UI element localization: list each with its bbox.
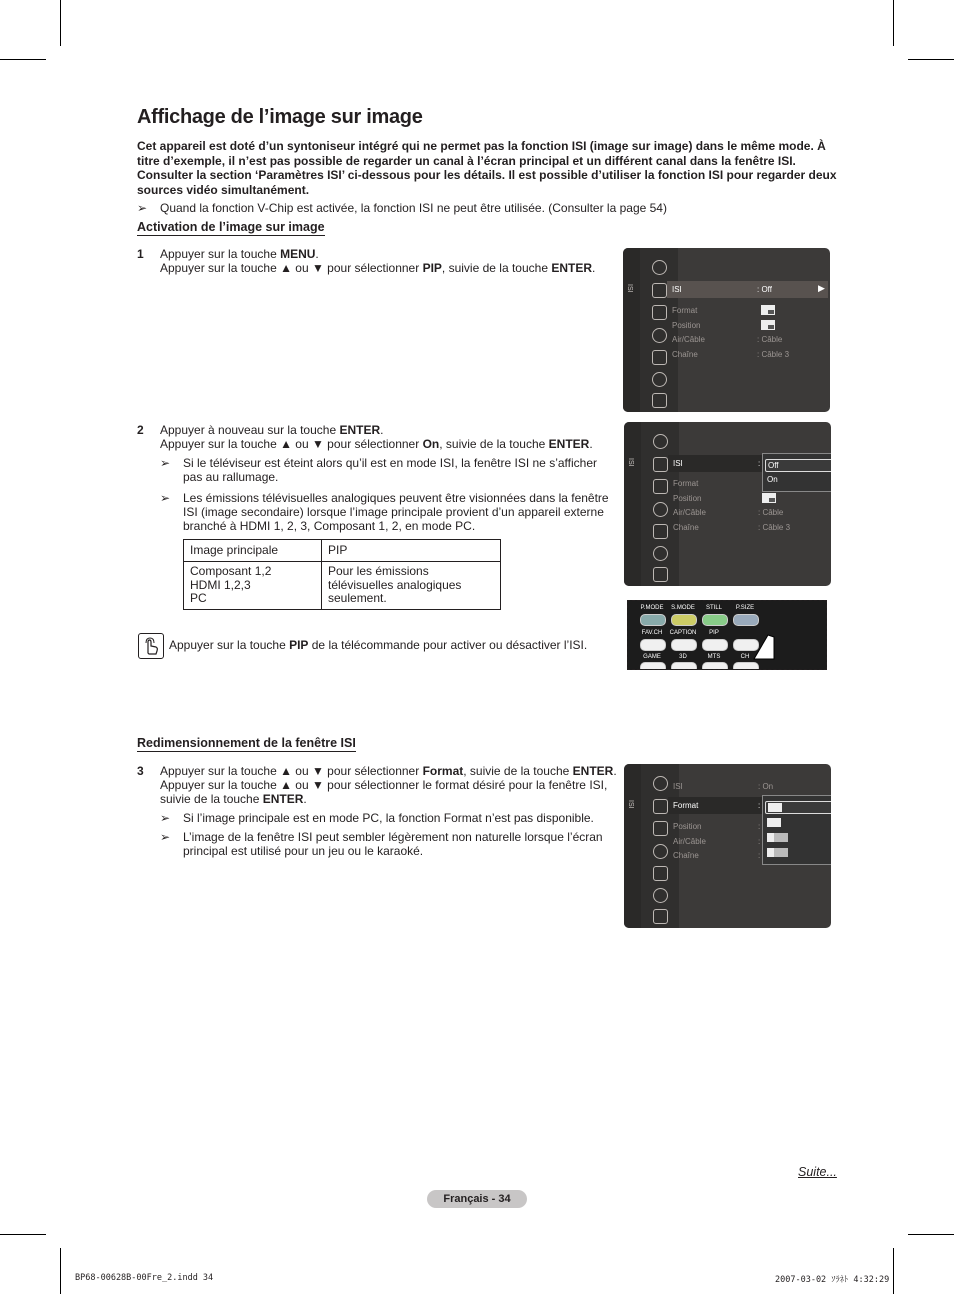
menu-item-value: : Câble [758, 508, 784, 517]
option-format-small[interactable] [765, 817, 831, 828]
p-size-button[interactable] [733, 614, 759, 626]
pip-tip [169, 638, 587, 652]
format-double-icon [767, 848, 788, 857]
3d-button[interactable] [671, 662, 697, 670]
key-enter: ENTER [551, 261, 592, 276]
caption-button[interactable] [671, 639, 697, 651]
key-enter: ENTER [262, 792, 304, 807]
key-enter: ENTER [548, 437, 590, 452]
key-enter: ENTER [572, 764, 614, 778]
note-standby [160, 456, 615, 484]
key-pip: PIP [422, 261, 442, 276]
format-thumbnail-icon [761, 305, 775, 315]
setup-menu-icon [653, 821, 668, 836]
option-format-split[interactable] [765, 832, 831, 843]
remote-label: GAME [643, 654, 661, 660]
isi-option-popup [762, 453, 831, 492]
tv-menu-pip-off [623, 248, 830, 412]
tip-text: Appuyer sur la touche [169, 638, 290, 652]
position-thumbnail-icon [762, 493, 776, 503]
table-header-cell: Image principale [184, 540, 322, 562]
step-number: 2 [137, 423, 144, 437]
input-menu-icon [653, 909, 668, 924]
menu-item-value: : Off [757, 285, 772, 294]
right-arrow-icon: ▶ [818, 283, 825, 293]
note-arrow-icon: ➢ [160, 811, 171, 825]
ch-button[interactable] [733, 662, 759, 670]
section-heading-resize: Redimensionnement de la fenêtre ISI [137, 736, 356, 750]
menu-item-isi[interactable]: ISI [673, 782, 683, 791]
menu-item-value: : [758, 822, 761, 831]
remote-label: 3D [679, 654, 687, 660]
remote-label: STILL [705, 605, 722, 611]
gear-icon [652, 372, 667, 387]
remote-label: P.MODE [640, 605, 664, 611]
option-off[interactable]: Off [765, 459, 831, 472]
note-analog [160, 491, 615, 533]
menu-item-value: : Câble 3 [757, 350, 790, 359]
step-1 [137, 247, 617, 277]
table-row [184, 540, 501, 562]
tv-menu-pip-select [624, 422, 831, 586]
key-format: Format [422, 764, 464, 778]
note-arrow-icon: ➢ [137, 201, 148, 215]
channel-menu-icon [652, 350, 667, 365]
menu-item-value: : [758, 851, 761, 860]
menu-item-air-cable[interactable]: Air/Câble [672, 335, 705, 344]
remote-label: MTS [707, 654, 721, 660]
setup-menu-icon [652, 305, 667, 320]
step-text: . [303, 792, 307, 807]
step-text: . [315, 247, 319, 261]
step-text: Appuyer sur la touche ▲ ou ▼ pour sélectionner [160, 261, 423, 276]
menu-highlight-bar [667, 281, 828, 298]
key-enter: ENTER [339, 423, 381, 437]
mts-button[interactable] [702, 662, 728, 670]
table-cell: Pour les émissions télévisuelles analogiques seulement. [322, 562, 501, 610]
menu-item-position[interactable]: Position [673, 822, 702, 831]
remote-label: S.MODE [671, 605, 695, 611]
channel-menu-icon [653, 524, 668, 539]
gear-icon [653, 888, 668, 903]
menu-side-label: ISI [626, 284, 633, 293]
step-text: , suivie de la touche [439, 437, 549, 452]
note-text: Si l’image principale est en mode PC, la fonction Format n’est pas disponible. [183, 811, 594, 825]
menu-side-label: ISI [627, 800, 634, 809]
sound-menu-icon [652, 328, 667, 343]
menu-item-air-cable[interactable]: Air/Câble [673, 837, 706, 846]
note-text: Si le téléviseur est éteint alors qu’il est en mode ISI, la fenêtre ISI ne s’afficher pas au rallumage. [183, 456, 597, 484]
menu-item-channel[interactable]: Chaîne [672, 350, 698, 359]
picture-menu-icon [653, 776, 668, 791]
menu-item-value: : [758, 459, 761, 468]
note-text: L’image de la fenêtre ISI peut sembler légèrement non naturelle lorsque l’écran principal est utilisé pour un jeu ou le karaoké. [183, 830, 603, 858]
menu-item-air-cable[interactable]: Air/Câble [673, 508, 706, 517]
input-menu-icon [653, 567, 668, 582]
menu-item-format[interactable]: Format [672, 306, 698, 315]
p-mode-button[interactable] [640, 614, 666, 626]
vchip-note-text: Quand la fonction V-Chip est activée, la fonction ISI ne peut être utilisée. (Consulter la page 54) [160, 201, 667, 215]
menu-side-bar [624, 764, 641, 928]
date-slug: 2007-03-02 ｿﾗﾈﾄ 4:32:29 [775, 1275, 890, 1285]
position-thumbnail-icon [761, 320, 775, 330]
remote-label: PIP [709, 630, 719, 636]
source-item: HDMI 1,2,3 [190, 577, 251, 592]
key-pip: PIP [289, 638, 309, 652]
menu-item-value: : [758, 801, 761, 810]
menu-item-value: : On [758, 782, 774, 791]
menu-side-bar [624, 422, 641, 586]
page-number-badge: Français - 34 [427, 1190, 527, 1208]
pip-menu-icon [652, 283, 667, 298]
setup-menu-icon [653, 479, 668, 494]
table-cell [184, 562, 322, 610]
tip-text: de la télécommande pour activer ou désactiver l’ISI. [308, 638, 588, 652]
note-arrow-icon: ➢ [160, 456, 171, 470]
format-option-popup [762, 795, 831, 865]
step-text: Appuyer sur la touche ▲ ou ▼ pour sélectionner [160, 437, 423, 452]
step-text: Appuyer sur la touche [160, 247, 281, 261]
step-text: Appuyer sur la touche ▲ ou ▼ pour sélectionner le format désiré pour la fenêtre ISI, [160, 778, 608, 793]
game-button[interactable] [640, 662, 666, 670]
gear-icon [653, 546, 668, 561]
step-text: Appuyer à nouveau sur la touche [160, 423, 340, 437]
format-small-icon [767, 818, 781, 827]
key-on: On [422, 437, 440, 452]
step-number: 1 [137, 247, 144, 261]
menu-item-position[interactable]: Position [673, 494, 702, 503]
page-title: Affichage de l’image sur image [137, 106, 423, 128]
option-format-double[interactable] [765, 847, 831, 858]
step-text: . [380, 423, 384, 437]
source-item: Composant 1,2 [190, 564, 272, 578]
table-header-cell: PIP [322, 540, 501, 562]
menu-item-position[interactable]: Position [672, 321, 701, 330]
picture-menu-icon [652, 260, 667, 275]
tv-menu-format [624, 764, 831, 928]
pip-menu-icon [653, 457, 668, 472]
menu-item-value: : Câble [757, 335, 783, 344]
remote-label: CAPTION [669, 630, 697, 636]
note-text: Les émissions télévisuelles analogiques peuvent être visionnées dans la fenêtre ISI (image secondaire) lorsque l’image principale provient d’un appareil externe branché à HDMI 1, 2, 3, Composant 1, 2, en mode PC. [183, 491, 609, 533]
channel-menu-icon [653, 866, 668, 881]
sound-menu-icon [653, 502, 668, 517]
step-text: , suivie de la touche [441, 261, 552, 276]
sound-menu-icon [653, 844, 668, 859]
option-on[interactable]: On [767, 475, 778, 484]
intro-paragraph: Cet appareil est doté d’un syntoniseur intégré qui ne permet pas la fonction ISI (image sur image) dans le même mode. À titre d’exemple, il n’est pas possible de regarder un canal à l’écran principal et un différent canal dans la fenêtre ISI. Consulter la section ‘Paramètres ISI’ ci-dessous pour les détails. Il est possible d’utiliser la fonction ISI pour regarder deux sources vidéo simultanément. [137, 139, 837, 197]
picture-menu-icon [653, 434, 668, 449]
menu-item-value: : [758, 837, 761, 846]
menu-item-value: : Câble 3 [758, 523, 791, 532]
format-large-icon [768, 803, 782, 812]
hand-pointer-icon [138, 633, 164, 659]
menu-item-format[interactable]: Format [673, 479, 699, 488]
key-menu: MENU [280, 247, 316, 261]
continued-link: Suite... [798, 1165, 837, 1179]
menu-item-isi[interactable]: ISI [672, 285, 682, 294]
pip-button[interactable] [702, 639, 728, 651]
note-arrow-icon: ➢ [160, 830, 171, 844]
pip-source-table [183, 539, 501, 610]
menu-item-channel[interactable]: Chaîne [673, 851, 699, 860]
table-row [184, 562, 501, 610]
step-3 [137, 764, 617, 808]
menu-side-label: ISI [627, 458, 634, 467]
menu-item-isi[interactable]: ISI [673, 459, 683, 468]
menu-item-channel[interactable]: Chaîne [673, 523, 699, 532]
remote-control-illustration [627, 600, 827, 670]
step-text: . [592, 261, 596, 276]
finger-pointer-icon [752, 631, 780, 661]
option-format-large[interactable] [765, 801, 831, 814]
still-button[interactable] [702, 614, 728, 626]
note-game [160, 830, 615, 858]
menu-item-format[interactable]: Format [673, 801, 699, 810]
input-menu-icon [652, 393, 667, 408]
source-item: PC [190, 591, 207, 605]
menu-icon-column [641, 422, 679, 586]
menu-icon-column [640, 248, 678, 412]
pip-menu-icon [653, 799, 668, 814]
step-text: . [613, 764, 617, 778]
section-heading-activation: Activation de l’image sur image [137, 220, 325, 234]
s-mode-button[interactable] [671, 614, 697, 626]
step-text: Appuyer sur la touche ▲ ou ▼ pour sélectionner [160, 764, 423, 778]
remote-label: FAV.CH [641, 630, 663, 636]
note-pc-mode [160, 811, 615, 825]
file-slug: BP68-00628B-00Fre_2.indd 34 [75, 1273, 214, 1283]
step-text: , suivie de la touche [463, 764, 573, 778]
menu-side-bar [623, 248, 640, 412]
remote-label: CH [740, 654, 750, 660]
step-text: . [589, 437, 593, 452]
fav-ch-button[interactable] [640, 639, 666, 651]
step-number: 3 [137, 764, 144, 778]
note-arrow-icon: ➢ [160, 491, 171, 505]
remote-label: P.SIZE [735, 605, 755, 611]
step-text: suivie de la touche [160, 792, 263, 807]
format-split-icon [767, 833, 788, 842]
step-2 [137, 423, 617, 453]
